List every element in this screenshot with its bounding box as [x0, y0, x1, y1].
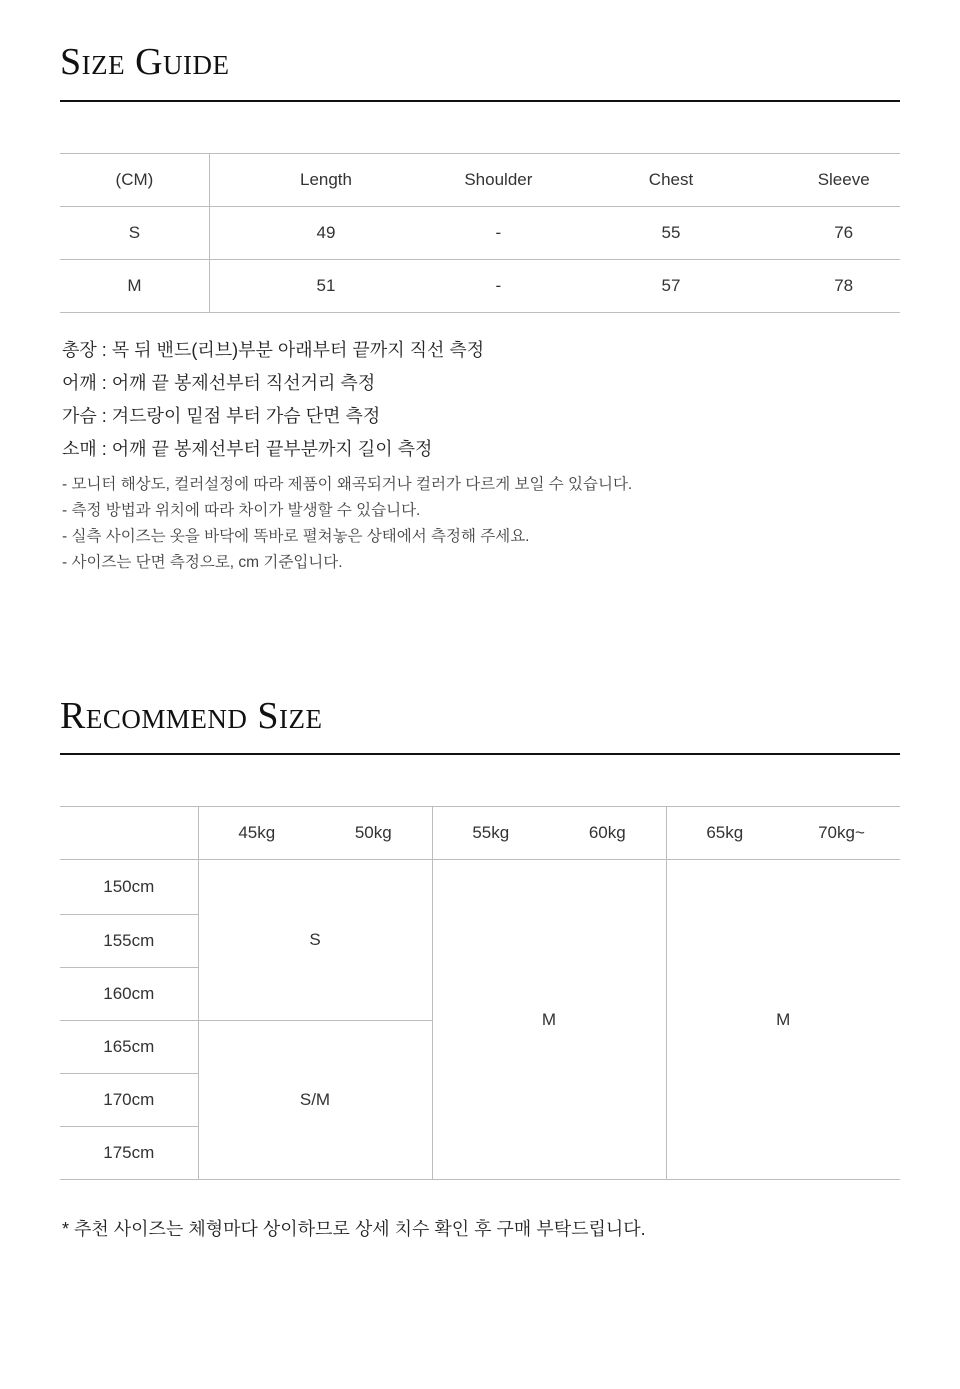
note-length: 총장 : 목 뒤 밴드(리브)부분 아래부터 끝까지 직선 측정: [62, 340, 485, 360]
table-row: [60, 860, 900, 915]
size-guide-title: Size Guide: [60, 41, 230, 83]
weight-header: 65kg: [666, 807, 783, 860]
recommend-footnote: * 추천 사이즈는 체형마다 상이하므로 상세 치수 확인 후 구매 부탁드립니다.: [62, 1219, 646, 1239]
sleeve-value: 78: [787, 260, 900, 313]
chest-value: 57: [555, 260, 788, 313]
weight-header: 55kg: [432, 807, 549, 860]
length-value: 51: [209, 260, 442, 313]
disclaimer-list: [62, 472, 632, 576]
height-label: 170cm: [60, 1074, 198, 1127]
recommend-cell-m-heavy: M: [666, 860, 900, 1180]
column-header-chest: Chest: [555, 154, 788, 207]
size-guide-title-rule: [60, 100, 900, 102]
recommend-cell-sm: S/M: [198, 1021, 432, 1180]
size-table-header-row: [60, 154, 900, 207]
weight-header-row: [60, 807, 900, 860]
column-header-length: Length: [209, 154, 442, 207]
measurement-notes: [62, 334, 484, 466]
disclaimer-item: - 모니터 해상도, 컬러설정에 따라 제품이 왜곡되거나 컬러가 다르게 보일 수 있습니다.: [62, 476, 633, 493]
recommend-cell-m: M: [432, 860, 666, 1180]
weight-header: 60kg: [549, 807, 666, 860]
shoulder-value: -: [442, 207, 555, 260]
corner-cell: [60, 807, 198, 860]
note-chest: 가슴 : 겨드랑이 밑점 부터 가슴 단면 측정: [62, 406, 381, 426]
weight-header: 45kg: [198, 807, 315, 860]
length-value: 49: [209, 207, 442, 260]
column-header-shoulder: Shoulder: [442, 154, 555, 207]
size-label: S: [60, 207, 209, 260]
recommend-size-title: Recommend Size: [60, 695, 323, 737]
shoulder-value: -: [442, 260, 555, 313]
recommend-cell-s: S: [198, 860, 432, 1021]
column-header-sleeve: Sleeve: [787, 154, 900, 207]
chest-value: 55: [555, 207, 788, 260]
height-label: 150cm: [60, 860, 198, 915]
height-label: 165cm: [60, 1021, 198, 1074]
weight-header: 70kg~: [783, 807, 900, 860]
weight-header: 50kg: [315, 807, 432, 860]
table-row: [60, 260, 900, 313]
disclaimer-item: - 사이즈는 단면 측정으로, cm 기준입니다.: [62, 554, 343, 571]
disclaimer-item: - 실측 사이즈는 옷을 바닥에 똑바로 펼쳐놓은 상태에서 측정해 주세요.: [62, 528, 530, 545]
height-label: 175cm: [60, 1127, 198, 1180]
size-guide-table: [60, 153, 900, 313]
sleeve-value: 76: [787, 207, 900, 260]
disclaimer-item: - 측정 방법과 위치에 따라 차이가 발생할 수 있습니다.: [62, 502, 421, 519]
note-shoulder: 어깨 : 어깨 끝 봉제선부터 직선거리 측정: [62, 373, 376, 393]
note-sleeve: 소매 : 어깨 끝 봉제선부터 끝부분까지 길이 측정: [62, 439, 433, 459]
unit-header: (CM): [60, 154, 209, 207]
recommend-size-title-rule: [60, 753, 900, 755]
size-label: M: [60, 260, 209, 313]
table-row: [60, 207, 900, 260]
recommend-size-table: [60, 806, 900, 1180]
height-label: 160cm: [60, 968, 198, 1021]
height-label: 155cm: [60, 915, 198, 968]
